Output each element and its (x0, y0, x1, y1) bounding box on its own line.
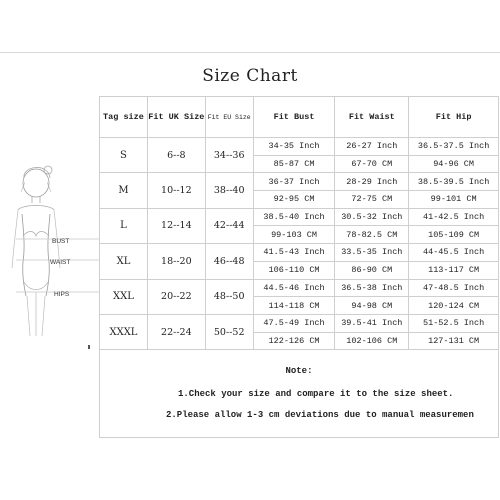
eu-size-cell: 48--50 (205, 279, 253, 314)
bust-inch-cell: 38.5-40 Inch (253, 208, 335, 226)
table-row (100, 208, 499, 226)
uk-size-cell: 20--22 (147, 279, 205, 314)
bust-inch-cell: 47.5-49 Inch (253, 314, 335, 332)
waist-inch-cell: 28-29 Inch (335, 173, 409, 191)
table-row (100, 314, 499, 332)
eu-size-cell: 46--48 (205, 244, 253, 279)
header-fit-hip: Fit Hip (409, 97, 499, 138)
hip-cm-cell: 127-131 CM (409, 332, 499, 350)
table-header-row (100, 97, 499, 138)
uk-size-cell: 22--24 (147, 314, 205, 349)
waist-inch-cell: 30.5-32 Inch (335, 208, 409, 226)
waist-inch-cell: 39.5-41 Inch (335, 314, 409, 332)
bust-cm-cell: 122-126 CM (253, 332, 335, 350)
uk-size-cell: 12--14 (147, 208, 205, 243)
table-row (100, 173, 499, 191)
header-fit-uk-size: Fit UK Size (147, 97, 205, 138)
tag-size-cell: XL (100, 244, 148, 279)
hip-cm-cell: 105-109 CM (409, 226, 499, 244)
bust-inch-cell: 44.5-46 Inch (253, 279, 335, 297)
hip-inch-cell: 44-45.5 Inch (409, 244, 499, 262)
small-tick-mark (88, 345, 90, 349)
bust-cm-cell: 114-118 CM (253, 297, 335, 315)
eu-size-cell: 38--40 (205, 173, 253, 208)
waist-cm-cell: 72-75 CM (335, 191, 409, 209)
waist-cm-cell: 94-98 CM (335, 297, 409, 315)
waist-cm-cell: 102-106 CM (335, 332, 409, 350)
note-section (99, 338, 499, 438)
table-row (100, 244, 499, 262)
waist-inch-cell: 26-27 Inch (335, 138, 409, 156)
bust-cm-cell: 106-110 CM (253, 261, 335, 279)
waist-inch-cell: 36.5-38 Inch (335, 279, 409, 297)
waist-cm-cell: 78-82.5 CM (335, 226, 409, 244)
eu-size-cell: 34--36 (205, 138, 253, 173)
hip-cm-cell: 120-124 CM (409, 297, 499, 315)
tag-size-cell: S (100, 138, 148, 173)
tag-size-cell: L (100, 208, 148, 243)
hip-inch-cell: 41-42.5 Inch (409, 208, 499, 226)
bust-label: BUST (52, 238, 70, 245)
size-table (99, 96, 499, 350)
bust-cm-cell: 92-95 CM (253, 191, 335, 209)
header-fit-eu-size: Fit EU Size (205, 97, 253, 138)
bust-inch-cell: 34-35 Inch (253, 138, 335, 156)
hip-cm-cell: 113-117 CM (409, 261, 499, 279)
header-fit-waist: Fit Waist (335, 97, 409, 138)
hip-inch-cell: 38.5-39.5 Inch (409, 173, 499, 191)
table-row (100, 279, 499, 297)
waist-cm-cell: 67-70 CM (335, 155, 409, 173)
bust-inch-cell: 36-37 Inch (253, 173, 335, 191)
eu-size-cell: 50--52 (205, 314, 253, 349)
bust-inch-cell: 41.5-43 Inch (253, 244, 335, 262)
note-title: Note: (285, 366, 313, 376)
uk-size-cell: 18--20 (147, 244, 205, 279)
uk-size-cell: 6--8 (147, 138, 205, 173)
woman-figure-illustration (0, 96, 99, 338)
table-row (100, 138, 499, 156)
waist-cm-cell: 86-90 CM (335, 261, 409, 279)
tag-size-cell: XXXL (100, 314, 148, 349)
waist-inch-cell: 33.5-35 Inch (335, 244, 409, 262)
bust-cm-cell: 99-103 CM (253, 226, 335, 244)
header-fit-bust: Fit Bust (253, 97, 335, 138)
hip-inch-cell: 47-48.5 Inch (409, 279, 499, 297)
bust-cm-cell: 85-87 CM (253, 155, 335, 173)
page-title: Size Chart (202, 66, 298, 86)
hip-cm-cell: 94-96 CM (409, 155, 499, 173)
hip-inch-cell: 36.5-37.5 Inch (409, 138, 499, 156)
tag-size-cell: M (100, 173, 148, 208)
hip-cm-cell: 99-101 CM (409, 191, 499, 209)
hip-inch-cell: 51-52.5 Inch (409, 314, 499, 332)
body-figure-panel (0, 96, 99, 338)
waist-label: WAIST (50, 259, 71, 266)
note-line-1: 1.Check your size and compare it to the size sheet. (178, 389, 454, 399)
header-tag-size: Tag size (100, 97, 148, 138)
hips-label: HIPS (54, 291, 70, 298)
tag-size-cell: XXL (100, 279, 148, 314)
eu-size-cell: 42--44 (205, 208, 253, 243)
uk-size-cell: 10--12 (147, 173, 205, 208)
note-line-2: 2.Please allow 1-3 cm deviations due to manual measuremen (166, 410, 474, 420)
top-divider (0, 52, 500, 53)
